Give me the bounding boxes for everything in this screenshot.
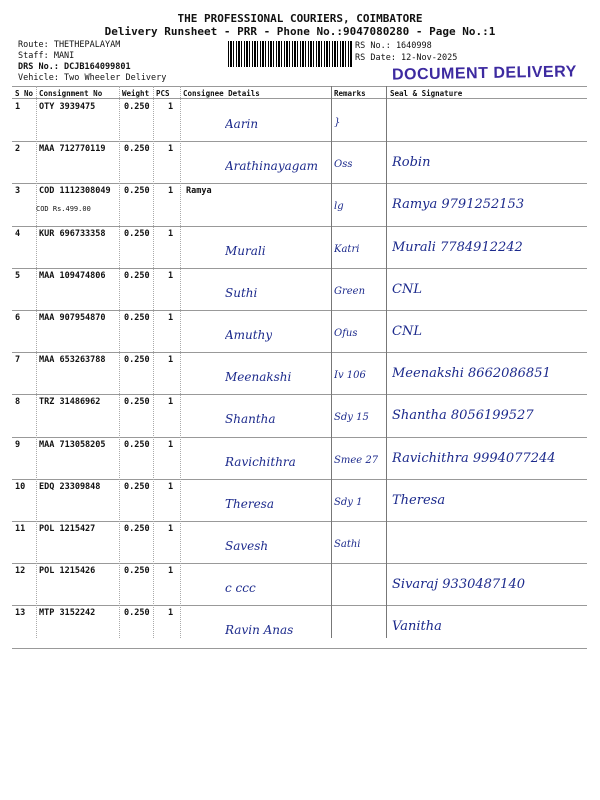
col-header-seal-signature: Seal & Signature	[390, 89, 463, 98]
row-pcs: 1	[168, 397, 174, 408]
row-divider	[12, 437, 587, 438]
row-consignment-no: MTP 3152242	[39, 608, 96, 619]
row-seal-signature: Sivaraj 9330487140	[392, 577, 525, 593]
row-remarks-handwriting: }	[334, 117, 341, 128]
row-sno: 4	[15, 228, 21, 239]
row-divider	[12, 394, 587, 395]
row-remarks-handwriting: Iv 106	[334, 370, 366, 382]
column-divider	[180, 86, 181, 638]
drs-number: DRS No.: DCJB164099801	[18, 62, 131, 72]
row-sno: 6	[15, 313, 21, 323]
row-sno: 3	[15, 186, 21, 197]
row-pcs: 1	[168, 566, 174, 577]
row-weight: 0.250	[124, 524, 150, 534]
rs-number: RS No.: 1640998	[355, 41, 432, 51]
col-header-remarks: Remarks	[334, 89, 366, 98]
row-consignment-no: MAA 109474806	[39, 270, 106, 281]
staff-label: Staff: MANI	[18, 51, 75, 61]
row-sno: 12	[15, 566, 26, 577]
row-pcs: 1	[168, 102, 174, 112]
row-divider	[12, 352, 587, 353]
row-consignee-handwriting: Meenakshi	[225, 370, 292, 385]
row-sno: 7	[15, 355, 21, 366]
row-weight: 0.250	[124, 481, 150, 492]
row-sno: 5	[15, 270, 21, 281]
row-remarks-handwriting: lg	[334, 201, 344, 213]
row-weight: 0.250	[124, 144, 150, 155]
row-consignee-handwriting: Aarin	[225, 117, 259, 131]
row-pcs: 1	[168, 524, 174, 534]
row-pcs: 1	[168, 355, 174, 366]
row-divider	[12, 310, 587, 311]
row-consignee-handwriting: c ccc	[225, 581, 256, 596]
row-consignment-no: MAA 907954870	[39, 313, 106, 323]
row-seal-signature: CNL	[392, 324, 422, 339]
row-sno: 13	[15, 608, 26, 619]
row-seal-signature: Theresa	[392, 492, 446, 508]
row-pcs: 1	[168, 228, 174, 239]
row-seal-signature: Ravichithra 9994077244	[392, 450, 556, 466]
column-divider	[386, 86, 387, 638]
row-remarks-handwriting: Ofus	[334, 328, 358, 339]
row-seal-signature: Shantha 8056199527	[392, 408, 534, 424]
row-weight: 0.250	[124, 102, 150, 112]
row-divider	[12, 605, 587, 606]
row-consignment-no: POL 1215427	[39, 524, 96, 534]
row-pcs: 1	[168, 313, 174, 323]
row-divider	[12, 226, 587, 227]
row-consignee-handwriting: Murali	[225, 243, 266, 258]
col-header-weight: Weight	[122, 89, 150, 98]
row-weight: 0.250	[124, 439, 150, 450]
row-seal-signature: Murali 7784912242	[392, 239, 523, 255]
row-pcs: 1	[168, 270, 174, 281]
row-remarks-handwriting: Oss	[334, 159, 353, 171]
row-weight: 0.250	[124, 355, 150, 366]
row-consignee-handwriting: Ravichithra	[225, 454, 296, 469]
row-remarks-handwriting: Sdy 1	[334, 496, 363, 508]
row-divider	[12, 563, 587, 564]
column-divider	[153, 86, 154, 638]
row-divider	[12, 479, 587, 480]
row-sno: 8	[15, 397, 21, 408]
row-consignee-handwriting: Shantha	[225, 412, 276, 427]
row-weight: 0.250	[124, 313, 150, 323]
header-divider	[12, 98, 587, 99]
row-weight: 0.250	[124, 566, 150, 577]
row-weight: 0.250	[124, 186, 150, 197]
row-cod-amount: COD Rs.499.00	[36, 205, 91, 214]
row-divider	[12, 648, 587, 649]
col-header-consignment: Consignment No	[39, 89, 103, 98]
route-label: Route: THETHEPALAYAM	[18, 40, 121, 50]
row-consignee-handwriting: Ravin Anas	[225, 623, 294, 638]
row-consignment-no: OTY 3939475	[39, 102, 96, 112]
row-pcs: 1	[168, 481, 174, 492]
row-seal-signature: Robin	[392, 155, 431, 171]
row-seal-signature: Vanitha	[392, 619, 442, 635]
row-weight: 0.250	[124, 397, 150, 408]
row-weight: 0.250	[124, 228, 150, 239]
row-sno: 9	[15, 439, 21, 450]
row-sno: 11	[15, 524, 26, 534]
row-consignment-no: POL 1215426	[39, 566, 96, 577]
runsheet-title: THE PROFESSIONAL COURIERS, COIMBATORE	[177, 12, 423, 25]
row-consignee-handwriting: Suthi	[225, 285, 258, 300]
row-divider	[12, 268, 587, 269]
row-consignee-handwriting: Theresa	[225, 496, 274, 511]
row-consignee-name: Ramya	[186, 186, 212, 197]
row-consignment-no: EDQ 23309848	[39, 481, 101, 492]
row-divider	[12, 183, 587, 184]
row-consignment-no: TRZ 31486962	[39, 397, 101, 408]
row-pcs: 1	[168, 144, 174, 155]
document-delivery-stamp: DOCUMENT DELIVERY	[391, 63, 577, 84]
row-seal-signature: Meenakshi 8662086851	[392, 366, 551, 382]
row-consignment-no: MAA 713058205	[39, 439, 106, 450]
row-consignment-no: COD 1112308049	[39, 186, 111, 197]
row-consignee-handwriting: Savesh	[225, 539, 269, 553]
row-consignment-no: KUR 696733358	[39, 228, 106, 239]
row-pcs: 1	[168, 608, 174, 619]
row-sno: 2	[15, 144, 21, 155]
row-seal-signature: Ramya 9791252153	[392, 197, 525, 213]
column-divider	[36, 86, 37, 638]
row-weight: 0.250	[124, 608, 150, 619]
row-remarks-handwriting: Smee 27	[334, 454, 379, 466]
col-header-sno: S No	[15, 89, 34, 98]
runsheet-subtitle: Delivery Runsheet - PRR - Phone No.:9047080280 - Page No.:1	[104, 25, 496, 38]
column-divider	[119, 86, 120, 638]
table-top-border	[12, 86, 587, 87]
barcode-image	[228, 41, 352, 67]
row-remarks-handwriting: Sathi	[334, 539, 361, 550]
col-header-pcs: PCS	[156, 89, 170, 98]
vehicle-label: Vehicle: Two Wheeler Delivery	[18, 73, 167, 83]
row-consignee-handwriting: Amuthy	[225, 328, 273, 342]
row-pcs: 1	[168, 186, 174, 197]
col-header-consignee: Consignee Details	[183, 89, 260, 98]
row-sno: 10	[15, 481, 26, 492]
row-weight: 0.250	[124, 270, 150, 281]
column-divider	[331, 86, 332, 638]
row-pcs: 1	[168, 439, 174, 450]
row-divider	[12, 521, 587, 522]
row-divider	[12, 141, 587, 142]
row-consignment-no: MAA 653263788	[39, 355, 106, 366]
row-remarks-handwriting: Katri	[334, 243, 360, 255]
row-remarks-handwriting: Sdy 15	[334, 412, 369, 424]
rs-date: RS Date: 12-Nov-2025	[355, 53, 458, 63]
row-consignee-handwriting: Arathinayagam	[225, 159, 318, 174]
row-remarks-handwriting: Green	[334, 285, 366, 297]
row-consignment-no: MAA 712770119	[39, 144, 106, 155]
row-seal-signature: CNL	[392, 281, 422, 297]
row-sno: 1	[15, 102, 21, 112]
